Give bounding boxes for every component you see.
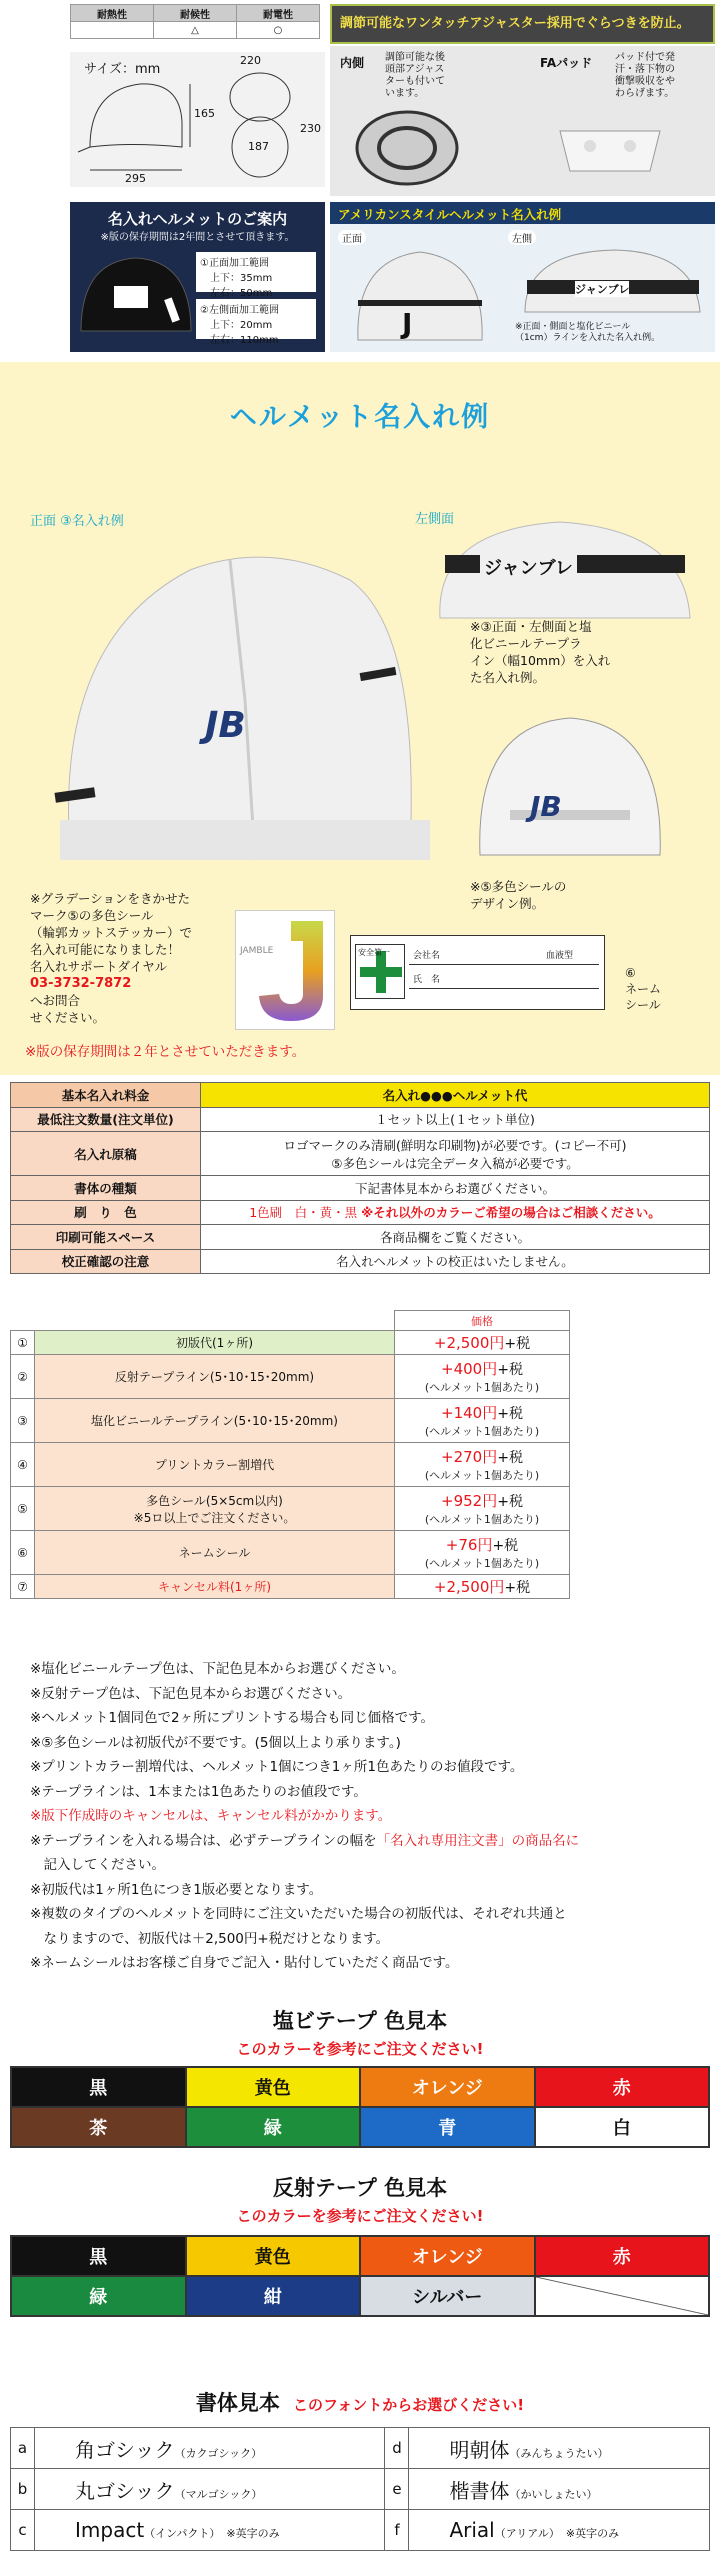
font-name: 明朝体 — [449, 2437, 510, 2462]
price-row-item: 初版代(1ヶ所) — [35, 1331, 395, 1355]
note-item: ※初版代は1ヶ所1色につき1版必要となります。 — [30, 1881, 323, 1898]
price-row-no: ⑦ — [11, 1575, 35, 1599]
color-swatch: 黄色 — [186, 2067, 361, 2107]
font-name: Arial — [449, 2518, 495, 2542]
color-swatch: 黒 — [11, 2067, 186, 2107]
price-row — [11, 1575, 570, 1599]
property-table — [70, 4, 320, 39]
grad-note-block — [30, 890, 230, 1026]
notes-list — [30, 1657, 700, 1976]
jb-logo-small: JB — [530, 790, 562, 823]
price-row-price — [395, 1443, 570, 1487]
example-title: ヘルメット名入れ例 — [229, 402, 491, 433]
note-item: ※版下作成時のキャンセルは、キャンセル料がかかります。 — [30, 1808, 392, 1824]
note-item: ※プリントカラー割増代は、ヘルメット1個につき1ヶ所1色あたりのお値段です。 — [30, 1759, 524, 1775]
print-color-text: 1色刷 白・黄・黒 — [249, 1205, 358, 1221]
basic-row-value: 名入れヘルメットの校正はいたしません。 — [201, 1249, 710, 1274]
name-guide-title: 名入れヘルメットのご案内 — [107, 210, 288, 228]
american-side-tag: 左側 — [508, 230, 536, 245]
pvc-sub: このカラーを参考にご注文ください! — [236, 2040, 484, 2058]
pvc-title: 塩ビテープ 色見本 — [272, 2009, 448, 2033]
basic-fee-table — [10, 1082, 710, 1274]
note-part: ※テープラインを入れる場合は、必ずテープラインの幅を — [30, 1832, 377, 1849]
price-row-item: 塩化ビニールテープライン(5･10･15･20mm) — [35, 1399, 395, 1443]
color-swatch: 赤 — [535, 2067, 710, 2107]
white-helmet-multi-icon — [470, 710, 670, 870]
font-sample — [35, 2428, 385, 2469]
price-row — [11, 1487, 570, 1531]
price-tax: +税 — [504, 1580, 531, 1596]
font-table — [10, 2427, 710, 2551]
color-swatch: 紺 — [186, 2276, 361, 2316]
price-row-price — [395, 1399, 570, 1443]
price-row-price — [395, 1355, 570, 1399]
grad-note-2: へお問合 せください。 — [30, 993, 106, 1025]
price-row-no: ④ — [11, 1443, 35, 1487]
american-sticker: ジャンブレ — [575, 283, 630, 296]
price-row-no: ⑤ — [11, 1487, 35, 1531]
price-row — [11, 1331, 570, 1355]
font-english-only: ※英字のみ — [565, 2527, 620, 2540]
color-swatch — [535, 2276, 710, 2316]
prop-heat: 耐熱性 — [71, 5, 154, 22]
basic-header-label: 基本名入れ料金 — [11, 1083, 201, 1108]
dim-230: 230 — [300, 122, 321, 135]
price-unit: (ヘルメット1個あたり) — [424, 1425, 540, 1438]
font-key: f — [385, 2510, 409, 2551]
price-amount: +400円 — [441, 1360, 498, 1378]
front-range-text: 上下：35mm 左右：50mm — [210, 273, 273, 299]
price-tax: +税 — [497, 1494, 523, 1510]
font-english-only: ※英字のみ — [226, 2527, 280, 2540]
font-reading: （カクゴシック） — [174, 2446, 263, 2460]
multi-note: ※⑤多色シールの デザイン例。 — [470, 879, 567, 911]
price-row-price — [395, 1575, 570, 1599]
side-example-label: 左側面 — [415, 512, 455, 527]
price-amount: +2,500円 — [433, 1578, 505, 1596]
dim-187: 187 — [248, 140, 269, 153]
font-sample — [35, 2510, 385, 2551]
color-swatch: 青 — [360, 2107, 535, 2147]
price-amount: +76円 — [445, 1536, 493, 1554]
price-row-no: ⑥ — [11, 1531, 35, 1575]
color-swatch: 黒 — [11, 2236, 186, 2276]
side-range-text: 上下：20mm 左右：110mm — [210, 320, 279, 346]
basic-row-label: 最低注文数量(注文単位) — [11, 1107, 201, 1132]
prop-mark-1 — [71, 22, 154, 39]
font-name: 角ゴシック — [75, 2437, 175, 2462]
american-front-helmet-icon — [350, 240, 490, 350]
side-sticker: ジャンブレ — [480, 554, 577, 580]
price-tax: +税 — [492, 1538, 519, 1554]
seal-company: 会社名 — [413, 951, 441, 961]
price-row-no: ① — [11, 1331, 35, 1355]
price-row — [11, 1399, 570, 1443]
dim-295: 295 — [125, 172, 146, 185]
note-item: ※⑤多色シールは初版代が不要です。(5個以上より承ります。) — [30, 1734, 401, 1751]
side-note: ※③正面・左側面と塩 化ビニールテープラ イン（幅10mm）を入れ た名入れ例。 — [470, 619, 611, 685]
american-front-tag: 正面 — [338, 230, 366, 245]
seal-blood: 血液型 — [546, 951, 574, 961]
price-tax: +税 — [497, 1362, 523, 1378]
side-range-box — [196, 299, 316, 346]
price-unit: (ヘルメット1個あたり) — [424, 1513, 540, 1526]
gradient-j-icon — [251, 916, 331, 1026]
dim-165: 165 — [194, 107, 215, 120]
price-tax: +税 — [504, 1336, 531, 1352]
basic-row-label: 書体の種類 — [11, 1176, 201, 1201]
price-row — [11, 1531, 570, 1575]
side-range-title: ②左側面加工範囲 — [200, 305, 279, 316]
color-swatch: 赤 — [535, 2236, 710, 2276]
size-label: サイズ：mm — [84, 62, 161, 77]
price-row-item: 多色シール(5×5cm以内) ※5ロ以上でご注文ください。 — [35, 1487, 395, 1531]
price-tax: +税 — [497, 1406, 523, 1422]
american-letter: J — [402, 307, 413, 340]
color-swatch: 緑 — [11, 2276, 186, 2316]
note-red-part: 「名入れ専用注文書」の商品名に — [376, 1832, 580, 1849]
name-seal — [350, 935, 605, 1010]
gradient-sticker — [235, 910, 335, 1030]
price-unit: (ヘルメット1個あたり) — [424, 1381, 540, 1394]
basic-row-value: ロゴマークのみ清刷(鮮明な印刷物)が必要です。(コピー不可) ⑤多色シールは完全データ入稿が必要です。 — [201, 1132, 710, 1176]
font-reading: （アリアル） — [494, 2527, 560, 2540]
color-swatch: 白 — [535, 2107, 710, 2147]
font-sub: このフォントからお選びください! — [293, 2396, 525, 2414]
safety-text: 安全第一 — [358, 948, 390, 957]
name-guide-panel — [70, 202, 325, 352]
prop-electric: 耐電性 — [237, 5, 320, 22]
font-name: 楷書体 — [449, 2478, 510, 2503]
note-item — [30, 1829, 700, 1878]
font-title-row — [0, 2387, 720, 2417]
front-range-box — [196, 252, 316, 299]
font-sample — [409, 2469, 710, 2510]
reflect-title: 反射テープ 色見本 — [272, 2176, 448, 2200]
font-name: 丸ゴシック — [75, 2478, 175, 2503]
font-reading: （みんちょうたい） — [509, 2446, 609, 2460]
font-reading: （かいしょたい） — [509, 2487, 598, 2501]
price-row-item: プリントカラー割増代 — [35, 1443, 395, 1487]
note-item: ※塩化ビニールテープ色は、下記色見本からお選びください。 — [30, 1661, 405, 1677]
basic-row-value: 下記書体見本からお選びください。 — [201, 1176, 710, 1201]
note-item: ※ネームシールはお客様ご自身でご記入・貼付していただく商品です。 — [30, 1955, 459, 1971]
price-row-price — [395, 1531, 570, 1575]
basic-row-label: 校正確認の注意 — [11, 1249, 201, 1274]
price-table — [10, 1310, 570, 1599]
name-guide-sub: ※版の保存期間は2年間とさせて頂きます。 — [100, 232, 295, 243]
black-helmet-icon — [76, 246, 196, 346]
keep-period-note: ※版の保存期間は２年とさせていただきます。 — [25, 1044, 306, 1060]
grad-note: ※グラデーションをきかせた マーク⑤の多色シール （輪郭カットステッカー）で 名入れ可能になりました！ 名入れサポートダイヤル — [30, 891, 193, 974]
font-key: b — [11, 2469, 35, 2510]
note-item: ※テープラインは、1本または1色あたりのお値段です。 — [30, 1783, 367, 1800]
reflect-swatch-grid — [10, 2235, 710, 2317]
note-item: ※ヘルメット1個同色で2ヶ所にプリントする場合も同じ価格です。 — [30, 1710, 435, 1726]
dim-220: 220 — [240, 54, 261, 67]
prop-mark-2: △ — [154, 22, 237, 39]
inside-label: 内側 — [340, 56, 365, 70]
basic-row-label: 印刷可能スペース — [11, 1225, 201, 1250]
color-swatch: 黄色 — [186, 2236, 361, 2276]
price-unit: (ヘルメット1個あたり) — [424, 1557, 540, 1570]
price-row-price — [395, 1487, 570, 1531]
price-row-price — [395, 1331, 570, 1355]
front-range-title: ①正面加工範囲 — [200, 258, 269, 269]
price-unit: (ヘルメット1個あたり) — [424, 1469, 540, 1482]
white-helmet-front-icon — [40, 520, 440, 880]
price-amount: +270円 — [441, 1448, 498, 1466]
basic-header-value: 名入れ●●●ヘルメット代 — [201, 1083, 710, 1108]
font-row — [11, 2428, 710, 2469]
font-name: Impact — [75, 2518, 145, 2542]
price-tax: +税 — [497, 1450, 523, 1466]
font-row — [11, 2469, 710, 2510]
price-header: 価格 — [395, 1311, 570, 1331]
prop-weather: 耐候性 — [154, 5, 237, 22]
note-item: ※反射テープ色は、下記色見本からお選びください。 — [30, 1685, 352, 1702]
jb-logo: JB — [205, 705, 246, 746]
font-reading: （マルゴシック） — [174, 2487, 263, 2501]
jamble-text: JAMBLE — [240, 946, 274, 956]
color-swatch: オレンジ — [360, 2236, 535, 2276]
support-phone: 03-3732-7872 — [30, 976, 132, 991]
font-key: c — [11, 2510, 35, 2551]
pvc-swatch-grid — [10, 2066, 710, 2148]
adjuster-icon — [352, 108, 462, 188]
price-row-no: ③ — [11, 1399, 35, 1443]
adjuster-box — [330, 46, 715, 196]
american-panel — [330, 202, 715, 352]
fa-pad-label: FAパッド — [540, 56, 593, 70]
inside-text: 調節可能な後 頭部アジャス ターも付いて います。 — [385, 52, 445, 99]
nameseal-label: ⑥ ネーム シール — [625, 966, 662, 1012]
american-note: ※正面・側面と塩化ビニール （1cm）ラインを入れた名入れ例。 — [515, 322, 661, 343]
price-row-item: キャンセル料(1ヶ所) — [35, 1575, 395, 1599]
font-key: d — [385, 2428, 409, 2469]
font-title: 書体見本 — [195, 2391, 280, 2415]
price-amount: +952円 — [441, 1492, 498, 1510]
font-sample — [35, 2469, 385, 2510]
font-key: e — [385, 2469, 409, 2510]
seal-name: 氏 名 — [413, 975, 441, 985]
font-sample — [409, 2428, 710, 2469]
font-reading: （インパクト） — [144, 2527, 221, 2540]
size-diagram — [70, 52, 325, 187]
price-row-item: 反射テープライン(5･10･15･20mm) — [35, 1355, 395, 1399]
basic-row-label: 刷 り 色 — [11, 1200, 201, 1225]
basic-row-label: 名入れ原稿 — [11, 1132, 201, 1176]
font-sample — [409, 2510, 710, 2551]
reflect-sub: このカラーを参考にご注文ください! — [236, 2207, 484, 2225]
price-row-no: ② — [11, 1355, 35, 1399]
price-row — [11, 1443, 570, 1487]
color-swatch: オレンジ — [360, 2067, 535, 2107]
note-item: ※複数のタイプのヘルメットを同時にご注文いただいた場合の初版代は、それぞれ共通と なりますので、初版代は＋2,500円+税だけとなります。 — [30, 1906, 567, 1947]
color-swatch: 茶 — [11, 2107, 186, 2147]
font-row — [11, 2510, 710, 2551]
safety-cross — [355, 944, 405, 999]
prop-mark-3: ○ — [237, 22, 320, 39]
american-title: アメリカンスタイルヘルメット名入れ例 — [330, 202, 715, 224]
print-color-note: ※それ以外のカラーご希望の場合はご相談ください。 — [361, 1205, 661, 1221]
basic-row-value: １セット以上(１セット単位) — [201, 1107, 710, 1132]
basic-row-value-color — [201, 1200, 710, 1225]
price-row — [11, 1355, 570, 1399]
front-example-label: 正面 ③名入れ例 — [30, 514, 124, 529]
fa-pad-text: パッド付で発 汗・落下物の 衝撃吸収をや わらげます。 — [615, 52, 675, 99]
basic-row-value: 各商品欄をご覧ください。 — [201, 1225, 710, 1250]
fa-pad-icon — [555, 121, 665, 176]
adjuster-title: 調節可能なワンタッチアジャスター採用でぐらつきを防止。 — [330, 4, 715, 44]
price-row-item: ネームシール — [35, 1531, 395, 1575]
font-key: a — [11, 2428, 35, 2469]
price-amount: +140円 — [441, 1404, 498, 1422]
note-part: 記入してください。 — [43, 1857, 165, 1873]
color-swatch: シルバー — [360, 2276, 535, 2316]
color-swatch: 緑 — [186, 2107, 361, 2147]
price-amount: +2,500円 — [433, 1334, 505, 1352]
